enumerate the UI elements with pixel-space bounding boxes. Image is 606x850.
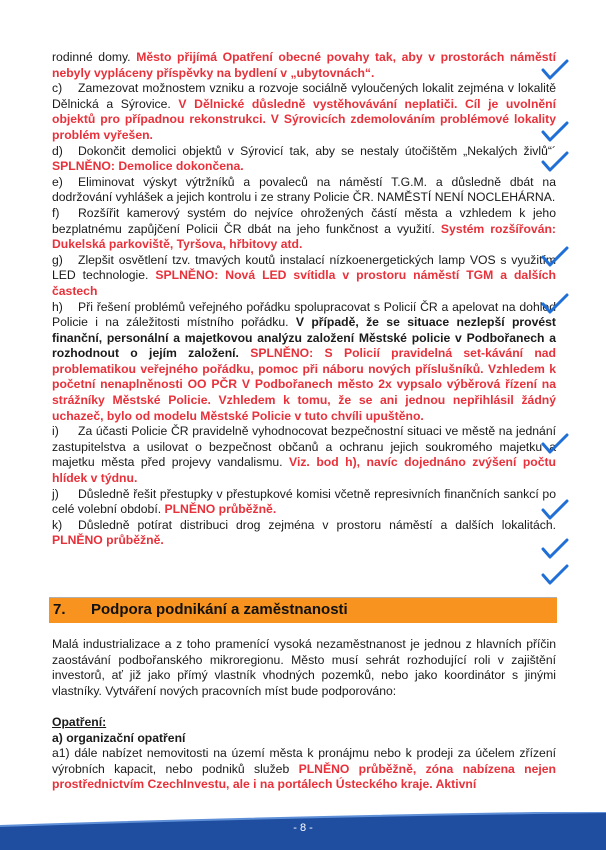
subheading-a: a) organizační opatření <box>52 730 186 745</box>
section-intro: Malá industrializace a z toho pramenící vysoká nezaměstnanost je jednou z hlavních příčin zaostávání podbořanského mikroregionu. Město musí sehrát rozhodující roli v zajištění investorů, ať již jako přímý vlastník vhodných pozemků, nebo jako koordinátor s jinými vlastníky. Vytváření nových pracovních míst bude podporováno: <box>52 637 556 698</box>
measures-heading: Opatření: <box>52 714 107 729</box>
page-number: - 8 - <box>293 822 313 834</box>
section-body <box>52 637 556 793</box>
item-list <box>52 50 556 549</box>
item-k: k) Důsledně potírat distribuci drog zejména v prostoru náměstí a dalších lokalitách. PLNĚNO průběžně. <box>52 517 556 548</box>
checkmark-icon <box>540 292 570 316</box>
item-e: e) Eliminovat výskyt výtržníků a povaleců na náměstí T.G.M. a důsledně dbát na dodržování vyhlášek a jejich kontrolu i ze strany Policie ČR. NAMĚSTÍ NENÍ NOCLEHÁRNA. <box>52 174 556 205</box>
checkmark-icon <box>540 563 570 587</box>
item-a1: a1) dále nabízet nemovitosti na území města k pronájmu nebo k prodeji za účelem zřízení výrobních kapacit, nebo podniků služeb PLNĚNO průběžně, zóna nabízena nejen prostřednictvím CzechInvestu, ale i na portálech Ústeckého kraje. Aktivní <box>52 746 556 792</box>
checkmark-icon <box>540 245 570 269</box>
section-number: 7. <box>53 601 66 618</box>
checkmark-icon <box>540 120 570 144</box>
item-j: j) Důsledně řešit přestupky v přestupkové komisi včetně represivních finančních sankcí po celé volební období. PLNĚNO průběžně. <box>52 486 556 517</box>
item-g: g) Zlepšit osvětlení tzv. tmavých koutů instalací nízkoenergetických lamp VOS s využitím LED technologie. SPLNĚNO: Nová LED svítidla v prostoru náměstí TGM a dalších častech <box>52 252 556 298</box>
item-d: d) Dokončit demolici objektů v Sýrovicí tak, aby se nestaly útočištěm „Nekalých živlů“´ SPLNĚNO: Demolice dokončena. <box>52 143 556 174</box>
item-intro: rodinné domy. Město přijímá Opatření obecné povahy tak, aby v prostorách náměstí nebyly vypláceny příspěvky na bydlení v „ubytovnách“. <box>52 50 556 80</box>
checkmark-icon <box>540 498 570 522</box>
section-heading <box>49 597 557 623</box>
item-c: c) Zamezovat možnostem vzniku a rozvoje sociálně vyloučených lokalit zejména v lokalitě Dělnická a Sýrovice. V Dělnické důsledně vystěhovávání neplatiči. Cíl je uvolnění objektů pro případnou rekonstrukci. V Sýrovicích zdemolováním problémové lokality problém vyřešen. <box>52 81 557 142</box>
checkmark-icon <box>540 58 570 82</box>
checkmark-icon <box>540 150 570 174</box>
item-i: i) Za účasti Policie ČR pravidelně vyhodnocovat bezpečnostní situaci ve městě na jednání zastupitelstva a usilovat o bezpečnost občanů a ochranu jejich soukromého majetku a majetku města před projevy vandalismu. Viz. bod h), navíc dojednáno zvýšení počtu hlídek v týdnu. <box>52 424 556 486</box>
checkmark-icon <box>540 537 570 561</box>
item-h: h) Při řešení problémů veřejného pořádku spolupracovat s Policií ČR a apelovat na dohled Policie i na záležitosti místního pořádku. V případě, že se situace nezlepší provést finanční, personální a majetkovou analýzu založení Městské policie v Podbořanech a rozhodnout o jejím založení. SPLNĚNO: S Policií pravidelná set-kávání nad problematikou veřejného pořádku, pomoc při náboru nových příslušníků. Vzhledem k početní nenaplněnosti OO PČR V Podbořanech město 2x vypsalo výběrová řízení na strážníky Městské Policie. Vzhledem k tomu, že se ani jednou nepřihlásil žádný uchazeč, bylo od modelu Městské Policie v tuto chvíli upuštěno. <box>52 299 556 423</box>
section-title: Podpora podnikání a zaměstnanosti <box>91 601 348 618</box>
checkmark-icon <box>540 432 570 456</box>
item-f: f) Rozšířit kamerový systém do nejvíce ohrožených částí města a vzhledem k jeho bezplatnému zapůjčení Policii ČR dbát na jeho funkčnost a využití. Systém rozšířován: Dukelská parkoviště, Tyršova, hřbitovy atd. <box>52 205 556 252</box>
